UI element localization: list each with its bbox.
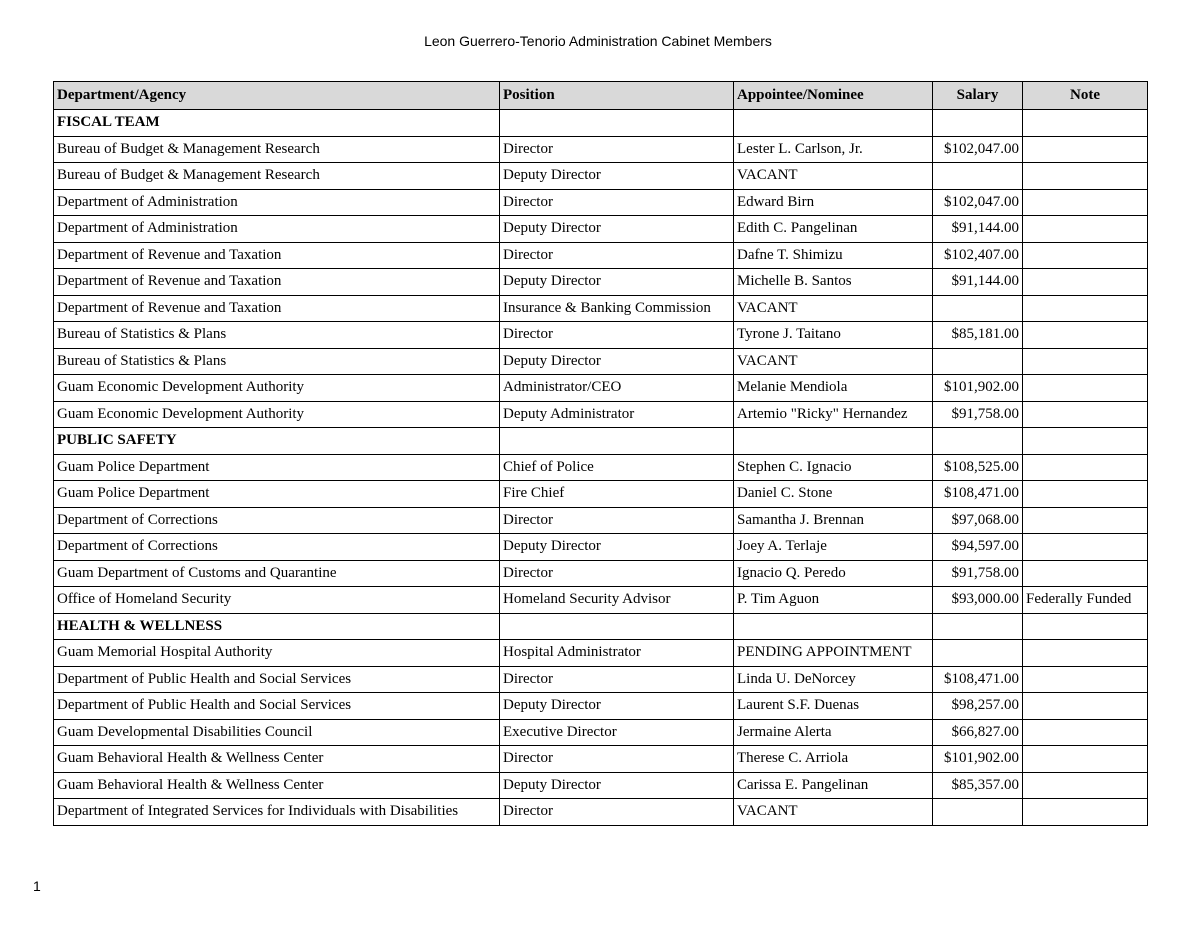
department-cell: Department of Corrections [54,534,500,561]
department-cell: Guam Behavioral Health & Wellness Center [54,746,500,773]
section-row [54,428,1148,455]
salary-cell: $108,471.00 [933,666,1023,693]
position-cell: Chief of Police [500,454,734,481]
table-row [54,746,1148,773]
header-appointee: Appointee/Nominee [734,82,933,110]
salary-cell [933,295,1023,322]
department-cell: Bureau of Budget & Management Research [54,136,500,163]
position-cell: Hospital Administrator [500,640,734,667]
table-row [54,507,1148,534]
appointee-cell: VACANT [734,295,933,322]
department-cell: Department of Public Health and Social Services [54,693,500,720]
table-row [54,560,1148,587]
appointee-cell: Edith C. Pangelinan [734,216,933,243]
note-cell [1023,507,1148,534]
note-cell [1023,666,1148,693]
note-cell [1023,693,1148,720]
salary-cell: $85,357.00 [933,772,1023,799]
empty-cell [500,613,734,640]
salary-cell [933,799,1023,826]
note-cell [1023,640,1148,667]
position-cell: Director [500,560,734,587]
note-cell [1023,163,1148,190]
note-cell [1023,772,1148,799]
department-cell: Department of Revenue and Taxation [54,295,500,322]
note-cell [1023,375,1148,402]
department-cell: Bureau of Statistics & Plans [54,322,500,349]
table-body [54,110,1148,826]
appointee-cell: Ignacio Q. Peredo [734,560,933,587]
department-cell: Bureau of Budget & Management Research [54,163,500,190]
empty-cell [734,110,933,137]
position-cell: Administrator/CEO [500,375,734,402]
appointee-cell: P. Tim Aguon [734,587,933,614]
note-cell [1023,269,1148,296]
table-row [54,772,1148,799]
note-cell [1023,799,1148,826]
document-title: Leon Guerrero-Tenorio Administration Cabinet Members [424,33,772,49]
header-salary: Salary [933,82,1023,110]
department-cell: Bureau of Statistics & Plans [54,348,500,375]
department-cell: Guam Police Department [54,454,500,481]
table-row [54,189,1148,216]
empty-cell [933,110,1023,137]
department-cell: Department of Revenue and Taxation [54,242,500,269]
appointee-cell: Linda U. DeNorcey [734,666,933,693]
department-cell: Guam Behavioral Health & Wellness Center [54,772,500,799]
table-row [54,136,1148,163]
page-number: 1 [33,878,41,894]
empty-cell [734,428,933,455]
note-cell [1023,746,1148,773]
section-title: HEALTH & WELLNESS [54,613,500,640]
note-cell [1023,322,1148,349]
appointee-cell: Melanie Mendiola [734,375,933,402]
position-cell: Deputy Director [500,348,734,375]
table-row [54,481,1148,508]
appointee-cell: VACANT [734,163,933,190]
empty-cell [1023,110,1148,137]
salary-cell: $101,902.00 [933,375,1023,402]
salary-cell: $98,257.00 [933,693,1023,720]
position-cell: Director [500,666,734,693]
position-cell: Deputy Director [500,693,734,720]
header-department: Department/Agency [54,82,500,110]
appointee-cell: Artemio "Ricky" Hernandez [734,401,933,428]
note-cell [1023,560,1148,587]
appointee-cell: VACANT [734,799,933,826]
section-row [54,613,1148,640]
empty-cell [500,110,734,137]
salary-cell: $101,902.00 [933,746,1023,773]
note-cell [1023,719,1148,746]
salary-cell: $93,000.00 [933,587,1023,614]
table-row [54,375,1148,402]
position-cell: Director [500,322,734,349]
position-cell: Deputy Director [500,163,734,190]
department-cell: Guam Memorial Hospital Authority [54,640,500,667]
position-cell: Homeland Security Advisor [500,587,734,614]
position-cell: Deputy Director [500,772,734,799]
appointee-cell: Jermaine Alerta [734,719,933,746]
salary-cell: $91,758.00 [933,401,1023,428]
salary-cell: $102,047.00 [933,136,1023,163]
note-cell [1023,481,1148,508]
appointee-cell: Daniel C. Stone [734,481,933,508]
department-cell: Department of Administration [54,189,500,216]
position-cell: Director [500,242,734,269]
department-cell: Guam Police Department [54,481,500,508]
department-cell: Department of Integrated Services for Individuals with Disabilities [54,799,500,826]
table-row [54,401,1148,428]
salary-cell: $108,525.00 [933,454,1023,481]
position-cell: Deputy Director [500,216,734,243]
appointee-cell: PENDING APPOINTMENT [734,640,933,667]
appointee-cell: Michelle B. Santos [734,269,933,296]
note-cell [1023,295,1148,322]
appointee-cell: Lester L. Carlson, Jr. [734,136,933,163]
department-cell: Office of Homeland Security [54,587,500,614]
position-cell: Insurance & Banking Commission [500,295,734,322]
department-cell: Guam Department of Customs and Quarantine [54,560,500,587]
empty-cell [1023,613,1148,640]
empty-cell [500,428,734,455]
appointee-cell: Laurent S.F. Duenas [734,693,933,720]
department-cell: Department of Administration [54,216,500,243]
empty-cell [1023,428,1148,455]
position-cell: Deputy Director [500,269,734,296]
note-cell [1023,348,1148,375]
salary-cell: $85,181.00 [933,322,1023,349]
appointee-cell: Stephen C. Ignacio [734,454,933,481]
note-cell [1023,242,1148,269]
department-cell: Guam Economic Development Authority [54,401,500,428]
position-cell: Executive Director [500,719,734,746]
position-cell: Director [500,507,734,534]
table-row [54,693,1148,720]
position-cell: Director [500,136,734,163]
table-row [54,348,1148,375]
table-row [54,640,1148,667]
section-title: FISCAL TEAM [54,110,500,137]
department-cell: Guam Developmental Disabilities Council [54,719,500,746]
table-row [54,799,1148,826]
table-row [54,534,1148,561]
appointee-cell: VACANT [734,348,933,375]
note-cell [1023,189,1148,216]
position-cell: Deputy Administrator [500,401,734,428]
appointee-cell: Carissa E. Pangelinan [734,772,933,799]
appointee-cell: Joey A. Terlaje [734,534,933,561]
position-cell: Director [500,189,734,216]
note-cell [1023,136,1148,163]
note-cell [1023,534,1148,561]
header-note: Note [1023,82,1148,110]
appointee-cell: Samantha J. Brennan [734,507,933,534]
table-row [54,587,1148,614]
salary-cell [933,348,1023,375]
table-row [54,216,1148,243]
position-cell: Director [500,799,734,826]
appointee-cell: Therese C. Arriola [734,746,933,773]
appointee-cell: Tyrone J. Taitano [734,322,933,349]
table-row [54,269,1148,296]
department-cell: Department of Corrections [54,507,500,534]
section-title: PUBLIC SAFETY [54,428,500,455]
position-cell: Fire Chief [500,481,734,508]
salary-cell: $66,827.00 [933,719,1023,746]
empty-cell [734,613,933,640]
salary-cell: $91,758.00 [933,560,1023,587]
position-cell: Deputy Director [500,534,734,561]
salary-cell: $91,144.00 [933,269,1023,296]
salary-cell: $97,068.00 [933,507,1023,534]
table-row [54,322,1148,349]
salary-cell [933,640,1023,667]
empty-cell [933,613,1023,640]
table-row [54,242,1148,269]
table-row [54,295,1148,322]
table-header-row [54,82,1148,110]
section-row [54,110,1148,137]
appointee-cell: Dafne T. Shimizu [734,242,933,269]
salary-cell: $108,471.00 [933,481,1023,508]
appointee-cell: Edward Birn [734,189,933,216]
cabinet-members-table [53,81,1148,826]
note-cell [1023,216,1148,243]
salary-cell: $102,407.00 [933,242,1023,269]
table-row [54,666,1148,693]
table-row [54,163,1148,190]
note-cell [1023,454,1148,481]
note-cell: Federally Funded [1023,587,1148,614]
position-cell: Director [500,746,734,773]
table-row [54,454,1148,481]
salary-cell: $94,597.00 [933,534,1023,561]
department-cell: Department of Revenue and Taxation [54,269,500,296]
empty-cell [933,428,1023,455]
header-position: Position [500,82,734,110]
department-cell: Guam Economic Development Authority [54,375,500,402]
table-row [54,719,1148,746]
note-cell [1023,401,1148,428]
department-cell: Department of Public Health and Social Services [54,666,500,693]
salary-cell: $91,144.00 [933,216,1023,243]
salary-cell [933,163,1023,190]
salary-cell: $102,047.00 [933,189,1023,216]
